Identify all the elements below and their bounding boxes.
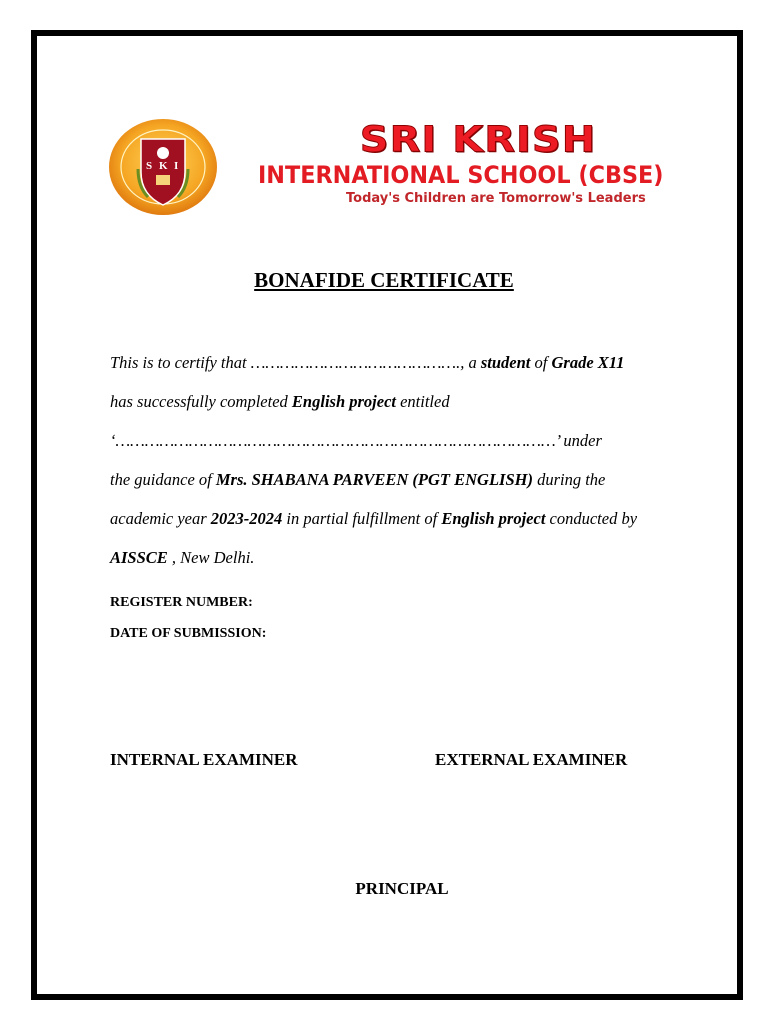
- svg-text:K: K: [159, 160, 168, 172]
- body-line-5: academic year 2023-2024 in partial fulfillment of English project conducted by: [110, 509, 638, 528]
- school-logo-icon: [108, 117, 218, 217]
- body-line-6: AISSCE , New Delhi.: [110, 548, 255, 567]
- body-line-2: has successfully completed English project entitled: [110, 392, 450, 411]
- school-subtitle: INTERNATIONAL SCHOOL (CBSE): [258, 161, 664, 189]
- principal-label: PRINCIPAL: [355, 879, 449, 898]
- external-examiner-label: EXTERNAL EXAMINER: [435, 750, 628, 769]
- school-name: SRI KRISH: [359, 119, 597, 161]
- body-line-4: the guidance of Mrs. SHABANA PARVEEN (PGT ENGLISH) during the: [110, 470, 606, 489]
- school-tagline: Today's Children are Tomorrow's Leaders: [346, 191, 646, 206]
- body-line-1: This is to certify that ……………………………………., a student of Grade X11: [110, 353, 625, 372]
- internal-examiner-label: INTERNAL EXAMINER: [110, 750, 298, 769]
- svg-text:S: S: [146, 160, 153, 172]
- body-line-3: ‘………………………………………………………………………………’ under: [110, 431, 602, 450]
- svg-text:I: I: [174, 160, 179, 172]
- register-number-label: REGISTER NUMBER:: [110, 595, 253, 610]
- certificate-body: [110, 343, 690, 577]
- school-brand: [258, 118, 698, 213]
- certificate-title: BONAFIDE CERTIFICATE: [254, 268, 514, 292]
- date-of-submission-label: DATE OF SUBMISSION:: [110, 626, 267, 641]
